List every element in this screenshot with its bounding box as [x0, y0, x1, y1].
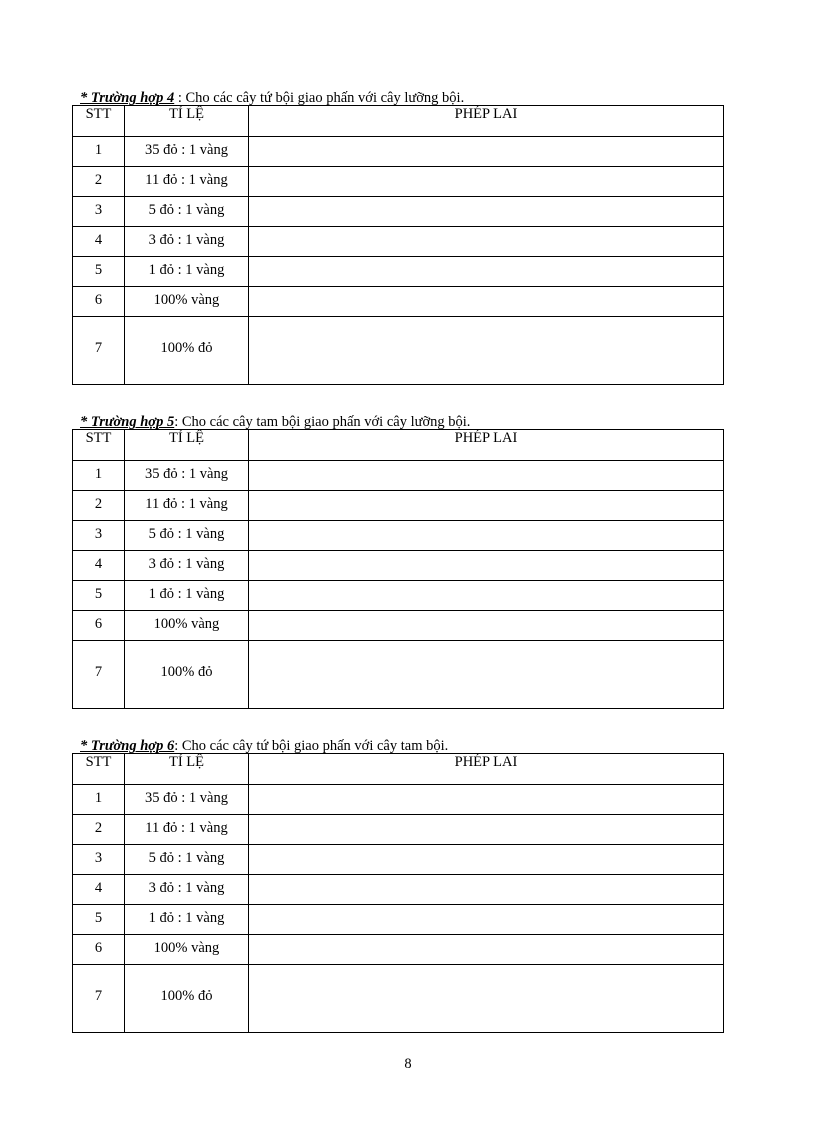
- cell-stt: 3: [73, 197, 125, 227]
- cell-cross: [249, 167, 724, 197]
- cell-cross: [249, 875, 724, 905]
- cell-ratio: 3 đỏ : 1 vàng: [125, 551, 249, 581]
- header-ratio: TỈ LỆ: [125, 106, 249, 137]
- cell-ratio: 100% đỏ: [125, 965, 249, 1033]
- cell-stt: 3: [73, 845, 125, 875]
- cell-ratio: 35 đỏ : 1 vàng: [125, 137, 249, 167]
- cell-ratio: 100% đỏ: [125, 317, 249, 385]
- table-row: [73, 815, 724, 845]
- cell-cross: [249, 611, 724, 641]
- table-row: [73, 641, 724, 709]
- page-number: 8: [404, 1056, 412, 1072]
- cell-cross: [249, 317, 724, 385]
- header-ratio: TỈ LỆ: [125, 430, 249, 461]
- header-cross: PHÉP LAI: [249, 106, 724, 137]
- cell-ratio: 5 đỏ : 1 vàng: [125, 521, 249, 551]
- section-heading: [80, 738, 448, 754]
- cell-ratio: 1 đỏ : 1 vàng: [125, 581, 249, 611]
- table-row: [73, 965, 724, 1033]
- table-row: [73, 551, 724, 581]
- table-row: [73, 197, 724, 227]
- cell-ratio: 11 đỏ : 1 vàng: [125, 167, 249, 197]
- table-row: [73, 491, 724, 521]
- table-row: [73, 227, 724, 257]
- cell-stt: 4: [73, 551, 125, 581]
- cell-cross: [249, 521, 724, 551]
- section-description: : Cho các cây tứ bội giao phấn với cây tam bội.: [174, 738, 449, 754]
- table-row: [73, 845, 724, 875]
- cell-ratio: 11 đỏ : 1 vàng: [125, 815, 249, 845]
- cell-stt: 5: [73, 581, 125, 611]
- table-row: [73, 611, 724, 641]
- cell-stt: 5: [73, 905, 125, 935]
- cell-ratio: 100% đỏ: [125, 641, 249, 709]
- header-cross: PHÉP LAI: [249, 430, 724, 461]
- header-stt: STT: [73, 430, 125, 461]
- cell-cross: [249, 551, 724, 581]
- table-row: [73, 521, 724, 551]
- cell-ratio: 1 đỏ : 1 vàng: [125, 905, 249, 935]
- cell-cross: [249, 491, 724, 521]
- cell-cross: [249, 461, 724, 491]
- ratio-table: [72, 429, 724, 709]
- cell-ratio: 100% vàng: [125, 935, 249, 965]
- cell-cross: [249, 935, 724, 965]
- cell-ratio: 5 đỏ : 1 vàng: [125, 197, 249, 227]
- section-label: * Trường hợp 6: [80, 738, 175, 754]
- cell-cross: [249, 257, 724, 287]
- cell-stt: 7: [73, 641, 125, 709]
- cell-stt: 7: [73, 965, 125, 1033]
- cell-ratio: 3 đỏ : 1 vàng: [125, 227, 249, 257]
- cell-cross: [249, 197, 724, 227]
- section-label: * Trường hợp 4: [80, 90, 175, 106]
- table-header-row: [73, 106, 724, 137]
- table-row: [73, 905, 724, 935]
- ratio-table: [72, 105, 724, 385]
- cell-ratio: 35 đỏ : 1 vàng: [125, 785, 249, 815]
- header-ratio: TỈ LỆ: [125, 754, 249, 785]
- cell-cross: [249, 227, 724, 257]
- section-label: * Trường hợp 5: [80, 414, 175, 430]
- cell-stt: 5: [73, 257, 125, 287]
- cell-ratio: 5 đỏ : 1 vàng: [125, 845, 249, 875]
- cell-ratio: 11 đỏ : 1 vàng: [125, 491, 249, 521]
- section-description: : Cho các cây tam bội giao phấn với cây lưỡng bội.: [174, 414, 471, 430]
- cell-stt: 2: [73, 167, 125, 197]
- cell-stt: 6: [73, 611, 125, 641]
- table-row: [73, 875, 724, 905]
- ratio-table: [72, 753, 724, 1033]
- cell-ratio: 1 đỏ : 1 vàng: [125, 257, 249, 287]
- header-stt: STT: [73, 754, 125, 785]
- table-header-row: [73, 754, 724, 785]
- cell-stt: 6: [73, 935, 125, 965]
- cell-stt: 6: [73, 287, 125, 317]
- table-row: [73, 935, 724, 965]
- section-heading: [80, 414, 470, 430]
- table-row: [73, 785, 724, 815]
- table-row: [73, 167, 724, 197]
- cell-cross: [249, 815, 724, 845]
- table-row: [73, 317, 724, 385]
- cell-ratio: 3 đỏ : 1 vàng: [125, 875, 249, 905]
- cell-cross: [249, 581, 724, 611]
- header-stt: STT: [73, 106, 125, 137]
- cell-cross: [249, 845, 724, 875]
- cell-stt: 7: [73, 317, 125, 385]
- header-cross: PHÉP LAI: [249, 754, 724, 785]
- cell-stt: 1: [73, 785, 125, 815]
- cell-cross: [249, 785, 724, 815]
- cell-ratio: 35 đỏ : 1 vàng: [125, 461, 249, 491]
- cell-stt: 1: [73, 461, 125, 491]
- cell-cross: [249, 287, 724, 317]
- cell-stt: 1: [73, 137, 125, 167]
- cell-stt: 2: [73, 491, 125, 521]
- cell-cross: [249, 641, 724, 709]
- cell-stt: 2: [73, 815, 125, 845]
- cell-stt: 3: [73, 521, 125, 551]
- table-row: [73, 257, 724, 287]
- cell-cross: [249, 965, 724, 1033]
- cell-cross: [249, 137, 724, 167]
- section-description: : Cho các cây tứ bội giao phấn với cây lưỡng bội.: [174, 90, 465, 106]
- table-header-row: [73, 430, 724, 461]
- table-row: [73, 137, 724, 167]
- cell-stt: 4: [73, 875, 125, 905]
- cell-cross: [249, 905, 724, 935]
- cell-stt: 4: [73, 227, 125, 257]
- section-heading: [80, 90, 464, 106]
- table-row: [73, 461, 724, 491]
- cell-ratio: 100% vàng: [125, 611, 249, 641]
- cell-ratio: 100% vàng: [125, 287, 249, 317]
- table-row: [73, 581, 724, 611]
- table-row: [73, 287, 724, 317]
